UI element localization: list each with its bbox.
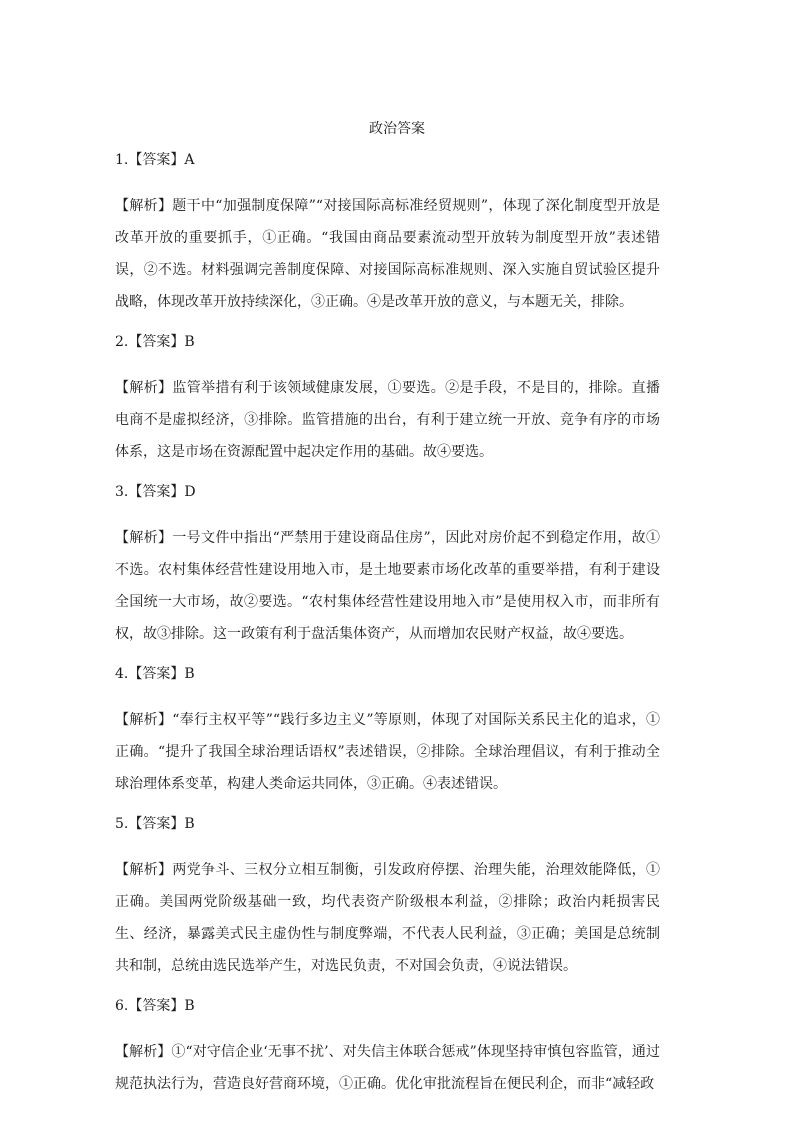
answer-item-1 xyxy=(115,150,660,318)
answer-item-6 xyxy=(115,996,660,1100)
answer-heading: 1.【答案】A xyxy=(115,152,195,168)
analysis-text: 【解析】两党争斗、三权分立相互制衡，引发政府停摆、治理失能，治理效能降低，①正确。美国两党阶级基础一致，均代表资产阶级根本利益，②排除；政治内耗损害民生、经济，暴露美式民主虚伪性与制度弊端，不代表人民利益，③正确；美国是总统制共和制，总统由选民选举产生，对选民负责，不对国会负责，④说法错误。 xyxy=(115,862,660,974)
answer-heading: 2.【答案】B xyxy=(115,334,195,350)
analysis-text: 【解析】“奉行主权平等”“践行多边主义”等原则，体现了对国际关系民主化的追求，①正确。“提升了我国全球治理话语权”表述错误，②排除。全球治理倡议，有利于推动全球治理体系变革，构建人类命运共同体，③正确。④表述错误。 xyxy=(115,712,660,792)
answer-heading: 3.【答案】D xyxy=(115,484,196,500)
analysis-text: 【解析】①“对守信企业‘无事不扰’、对失信主体联合惩戒”体现坚持审慎包容监管，通过规范执法行为，营造良好营商环境，①正确。优化审批流程旨在便民利企，而非“减轻政 xyxy=(115,1044,660,1092)
analysis-text: 【解析】题干中“加强制度保障”“对接国际高标准经贸规则”，体现了深化制度型开放是改革开放的重要抓手，①正确。“我国由商品要素流动型开放转为制度型开放”表述错误，②不选。材料强调完善制度保障、对接国际高标准规则、深入实施自贸试验区提升战略，体现改革开放持续深化，③正确。④是改革开放的意义，与本题无关，排除。 xyxy=(115,198,660,310)
analysis-text: 【解析】一号文件中指出“严禁用于建设商品住房”，因此对房价起不到稳定作用，故①不选。农村集体经营性建设用地入市，是土地要素市场化改革的重要举措，有利于建设全国统一大市场，故②要选。“农村集体经营性建设用地入市”是使用权入市，而非所有权，故③排除。这一政策有利于盘活集体资产，从而增加农民财产权益，故④要选。 xyxy=(115,530,660,642)
page-title: 政治答案 xyxy=(369,121,425,137)
answer-item-4 xyxy=(115,664,660,800)
answer-item-3 xyxy=(115,482,660,650)
answer-heading: 6.【答案】B xyxy=(115,998,195,1014)
answer-item-2 xyxy=(115,332,660,468)
answer-heading: 5.【答案】B xyxy=(115,816,195,832)
answer-item-5 xyxy=(115,814,660,982)
analysis-text: 【解析】监管举措有利于该领域健康发展，①要选。②是手段，不是目的，排除。直播电商不是虚拟经济，③排除。监管措施的出台，有利于建立统一开放、竞争有序的市场体系，这是市场在资源配置中起决定作用的基础。故④要选。 xyxy=(115,380,660,460)
answer-heading: 4.【答案】B xyxy=(115,666,195,682)
answer-list xyxy=(115,150,660,1114)
